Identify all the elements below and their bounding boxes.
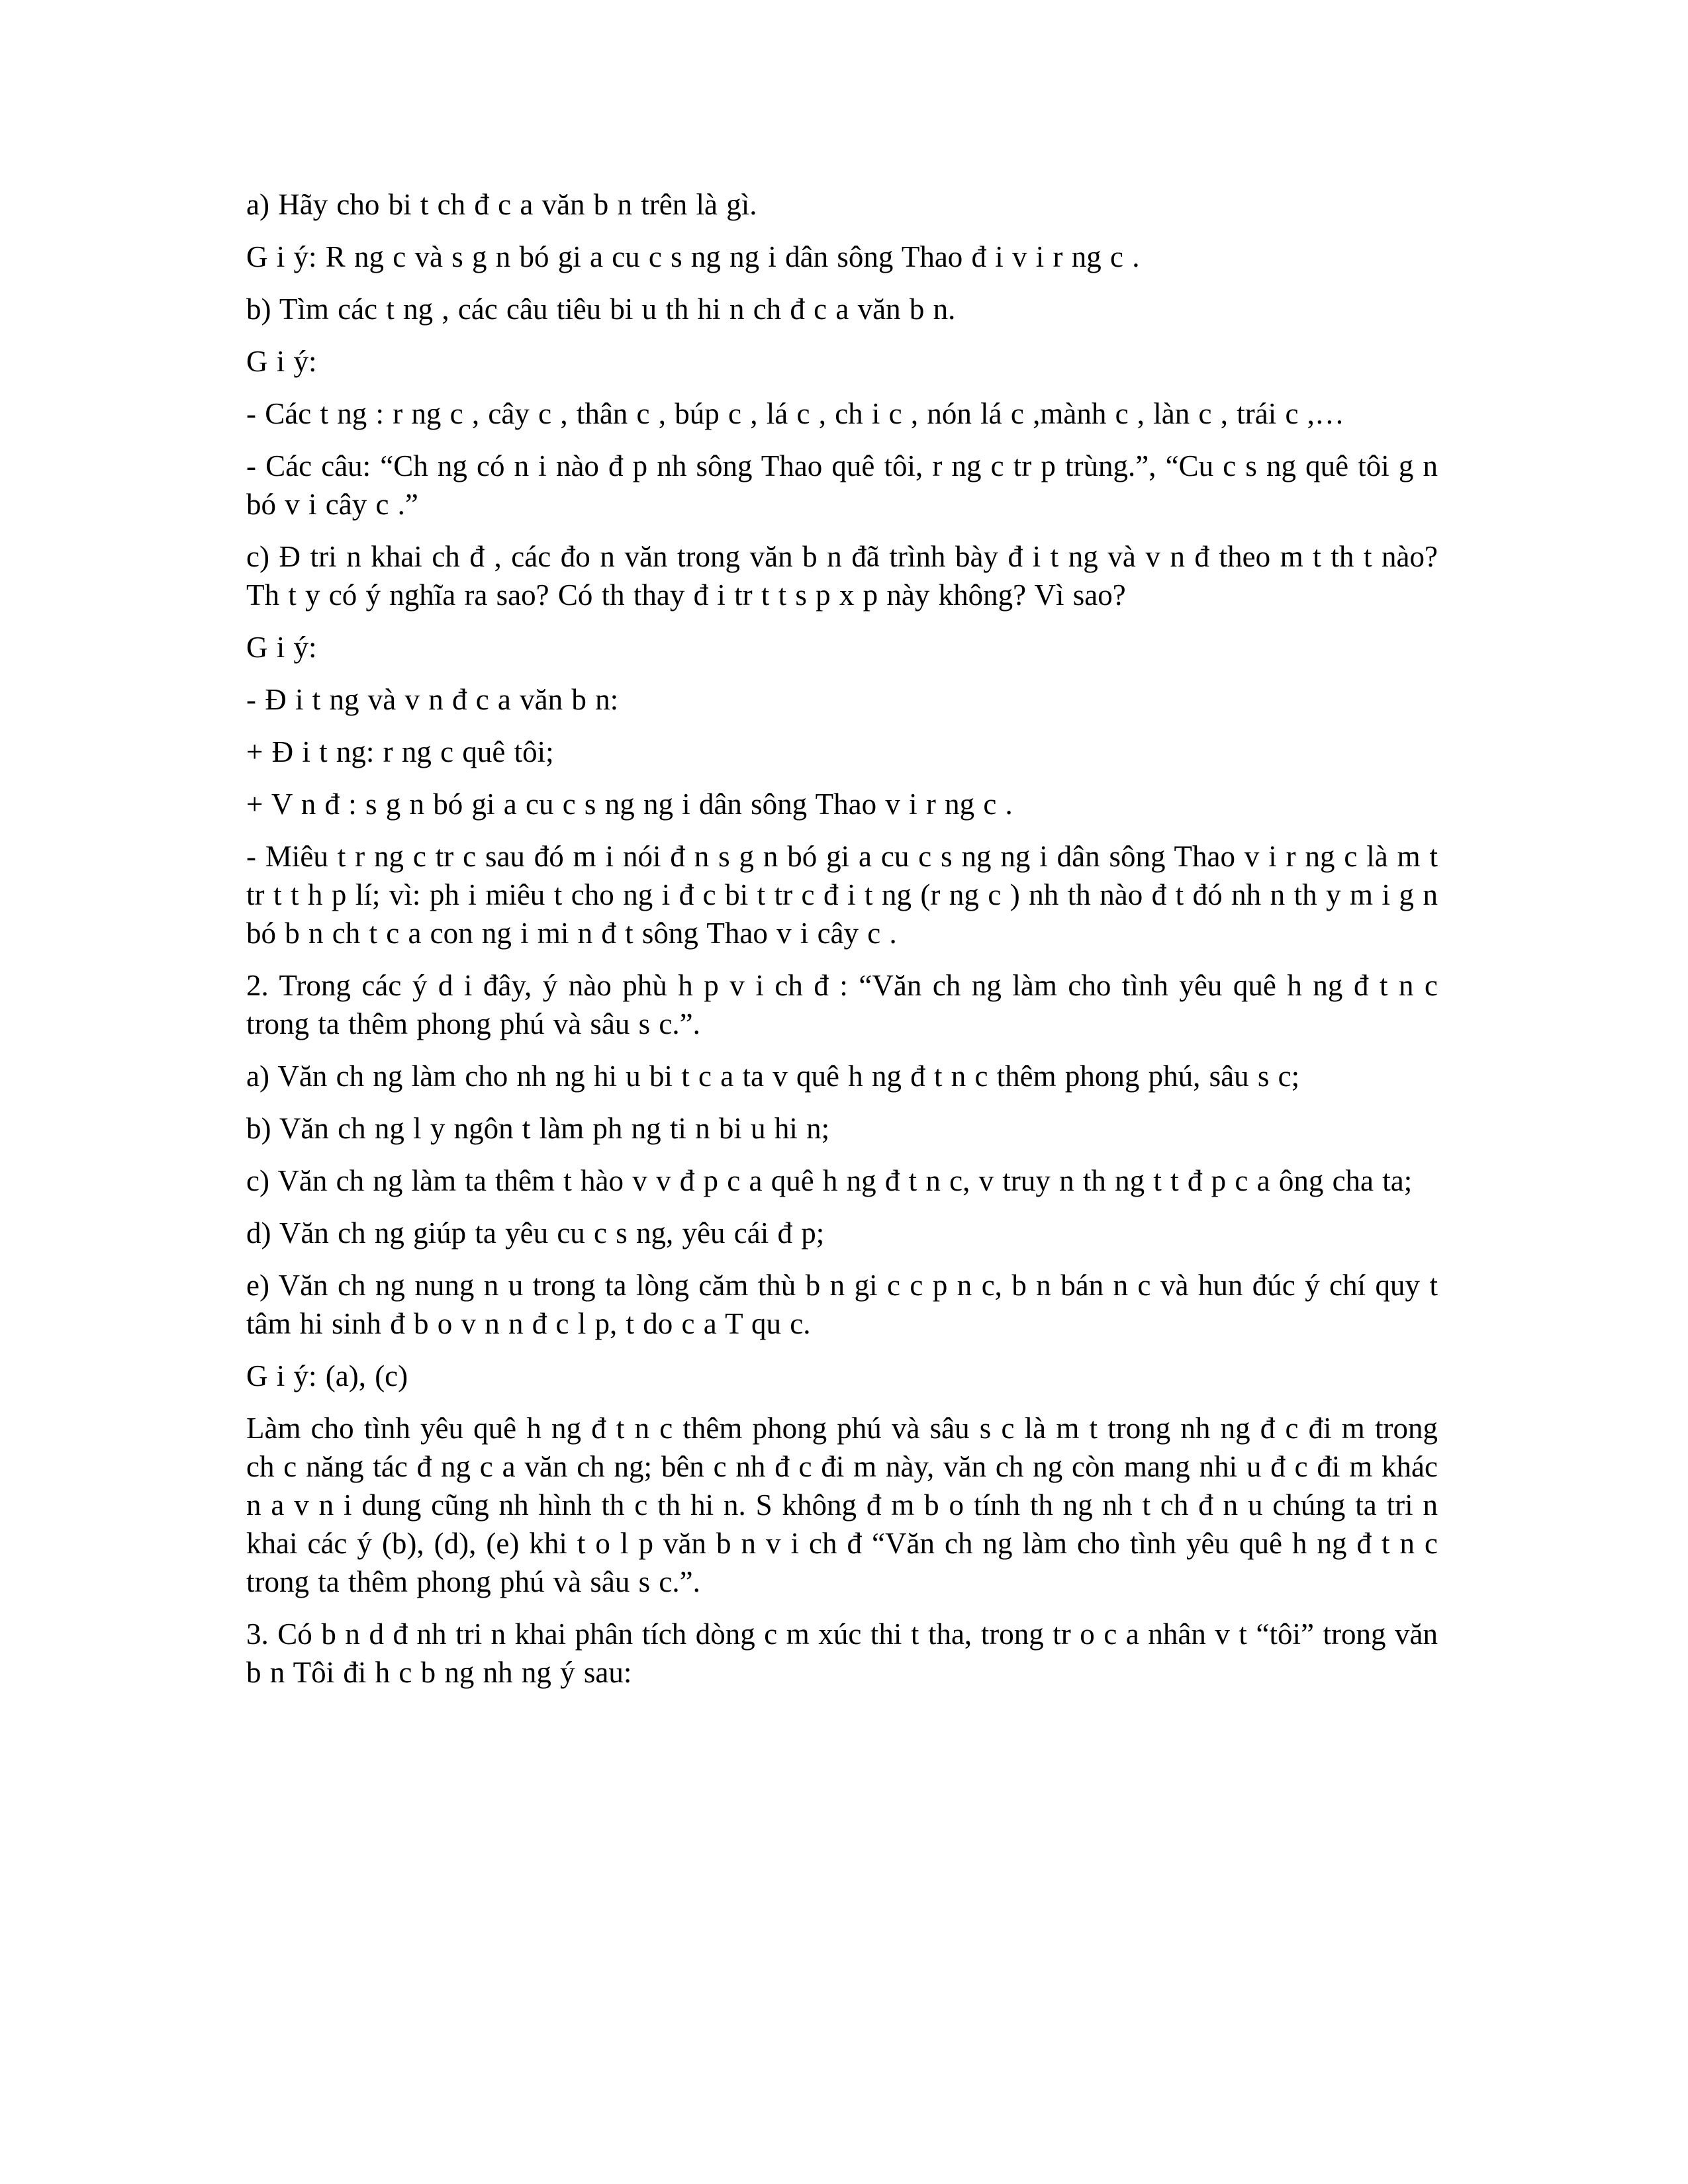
- hint-1c-explanation: - Miêu t r ng c tr c sau đó m i nói đ n s g n bó gi a cu c s ng ng i dân sông Thao v i r ng c là m t tr t t h p lí; vì: ph i miêu t cho ng i đ c bi t tr c đ i t ng (r ng c ) nh th nào đ t đó nh n th y m i g n bó b n ch t c a con ng i mi n đ t sông Thao v i cây c .: [246, 840, 1438, 950]
- option-2d: d) Văn ch ng giúp ta yêu cu c s ng, yêu cái đ p;: [246, 1216, 825, 1250]
- option-2e: e) Văn ch ng nung n u trong ta lòng căm thù b n gi c c p n c, b n bán n c và hun đúc ý chí quy t tâm hi sinh đ b o v n n đ c l p, t do c a T qu c.: [246, 1269, 1438, 1340]
- hint-1a: G i ý: R ng c và s g n bó gi a cu c s ng ng i dân sông Thao đ i v i r ng c .: [246, 240, 1140, 273]
- hint-label: G i ý:: [246, 631, 317, 664]
- hint-2: G i ý: (a), (c): [246, 1359, 408, 1392]
- hint-1b-words: - Các t ng : r ng c , cây c , thân c , búp c , lá c , ch i c , nón lá c ,mành c , làn c , trái c ,…: [246, 397, 1344, 430]
- hint-1b-sentences: - Các câu: “Ch ng có n i nào đ p nh sông Thao quê tôi, r ng c tr p trùng.”, “Cu c s ng quê tôi g n bó v i cây c .”: [246, 449, 1438, 521]
- question-1c: c) Đ tri n khai ch đ , các đo n văn trong văn b n đã trình bày đ i t ng và v n đ theo m t th t nào? Th t y có ý nghĩa ra sao? Có th thay đ i tr t t s p x p này không? Vì sao?: [246, 540, 1438, 612]
- hint-label: G i ý:: [246, 345, 317, 378]
- question-1a: a) Hãy cho bi t ch đ c a văn b n trên là gì.: [246, 188, 757, 221]
- option-2b: b) Văn ch ng l y ngôn t làm ph ng ti n bi u hi n;: [246, 1112, 830, 1145]
- hint-1c-object: + Đ i t ng: r ng c quê tôi;: [246, 735, 554, 768]
- hint-2-explanation: Làm cho tình yêu quê h ng đ t n c thêm phong phú và sâu s c là m t trong nh ng đ c đi m trong ch c năng tác đ ng c a văn ch ng; bên c nh đ c đi m này, văn ch ng còn mang nhi u đ c đi m khác n a v n i dung cũng nh hình th c th hi n. S không đ m b o tính th ng nh t ch đ n u chúng ta tri n khai các ý (b), (d), (e) khi t o l p văn b n v i ch đ “Văn ch ng làm cho tình yêu quê h ng đ t n c trong ta thêm phong phú và sâu s c.”.: [246, 1412, 1438, 1598]
- hint-1c-issue: + V n đ : s g n bó gi a cu c s ng ng i dân sông Thao v i r ng c .: [246, 788, 1013, 821]
- document-page: [246, 185, 1438, 1706]
- question-1b: b) Tìm các t ng , các câu tiêu bi u th hi n ch đ c a văn b n.: [246, 293, 956, 326]
- question-3: 3. Có b n d đ nh tri n khai phân tích dòng c m xúc thi t tha, trong tr o c a nhân v t “tôi” trong văn b n Tôi đi h c b ng nh ng ý sau:: [246, 1617, 1438, 1689]
- option-2a: a) Văn ch ng làm cho nh ng hi u bi t c a ta v quê h ng đ t n c thêm phong phú, sâu s c;: [246, 1060, 1300, 1093]
- option-2c: c) Văn ch ng làm ta thêm t hào v v đ p c a quê h ng đ t n c, v truy n th ng t t đ p c a ông cha ta;: [246, 1164, 1413, 1197]
- question-2: 2. Trong các ý d i đây, ý nào phù h p v i ch đ : “Văn ch ng làm cho tình yêu quê h ng đ t n c trong ta thêm phong phú và sâu s c.”.: [246, 969, 1438, 1040]
- hint-1c-subject: - Đ i t ng và v n đ c a văn b n:: [246, 683, 619, 716]
